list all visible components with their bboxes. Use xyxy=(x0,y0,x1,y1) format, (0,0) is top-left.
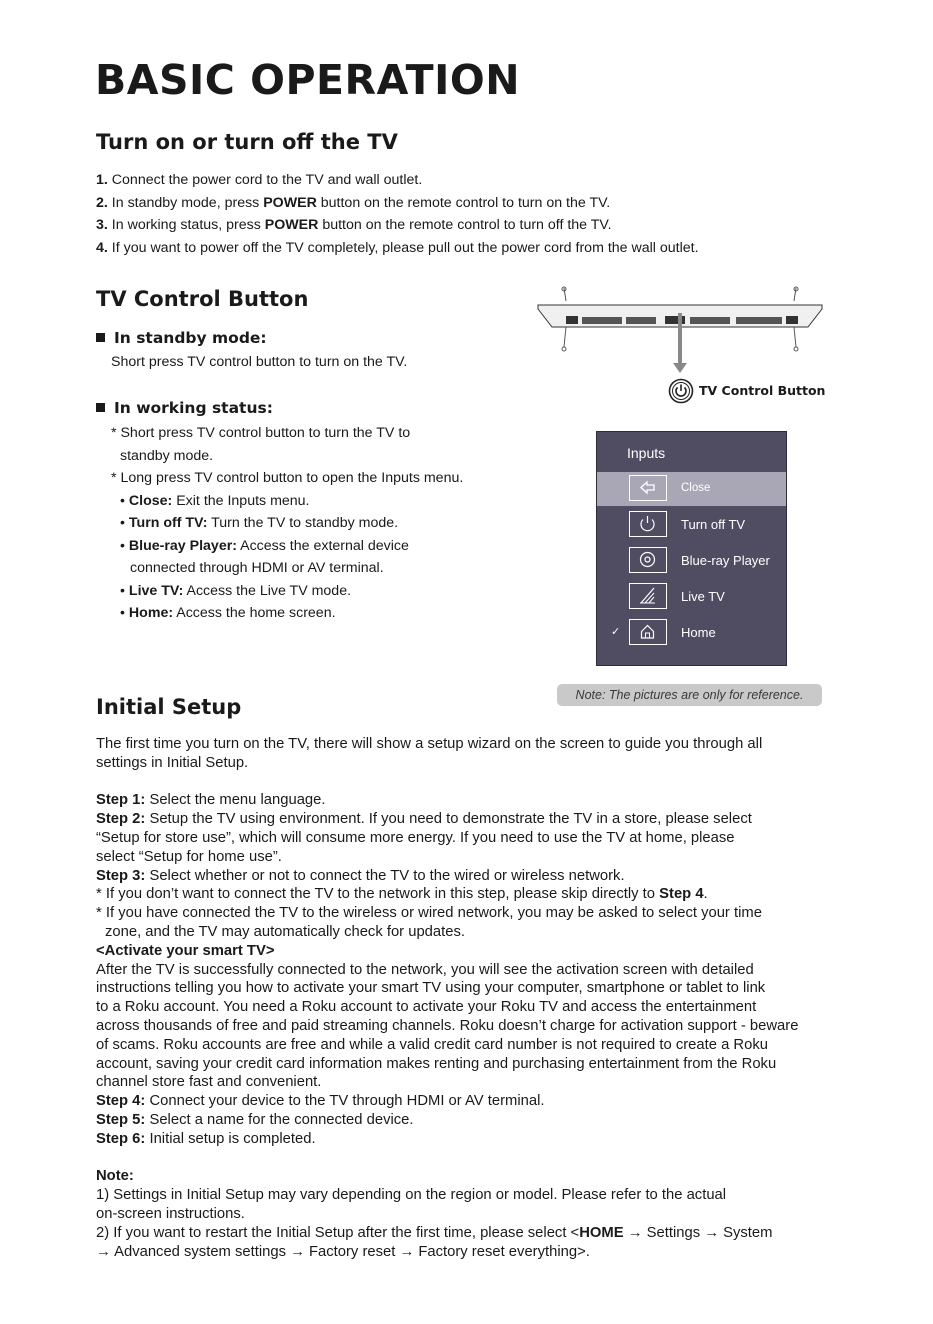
menu-item-label: Turn off TV xyxy=(681,517,746,532)
step-4 xyxy=(96,1092,836,1111)
power-step-2 xyxy=(96,192,699,215)
note-line-2 xyxy=(96,1224,836,1243)
step-text: Connect the power cord to the TV and wall outlet. xyxy=(111,172,423,188)
note-heading-text: Note: xyxy=(96,1168,134,1185)
standby-heading-text: In standby mode: xyxy=(114,329,267,347)
antenna-icon xyxy=(629,583,667,609)
power-step-3 xyxy=(96,214,699,237)
standby-heading xyxy=(96,329,267,347)
step-1 xyxy=(96,791,836,810)
page-title: BASIC OPERATION xyxy=(95,56,521,104)
note-line: → Advanced system settings → Factory reset → Factory reset everything>. xyxy=(96,1243,590,1260)
step-text: In standby mode, press xyxy=(111,194,264,211)
tv-bottom-illustration xyxy=(530,283,830,375)
activate-line: of scams. Roku accounts are free and while a valid credit card number is not required to create a Roku xyxy=(96,1036,768,1053)
working-heading xyxy=(96,399,273,417)
bullet-turn-off: • Turn off TV: Turn the TV to standby mode. xyxy=(120,515,399,531)
standby-text: Short press TV control button to turn on the TV. xyxy=(111,354,408,370)
step-2 xyxy=(96,810,836,829)
step-text: Select whether or not to connect the TV to the wired or wireless network. xyxy=(145,867,625,884)
step-number: 1. xyxy=(96,172,108,188)
bullet-desc: Access the Live TV mode. xyxy=(183,582,352,599)
step-text: If you want to power off the TV completely, please pull out the power cord from the wall outlet. xyxy=(111,239,699,256)
bullet-desc: Access the external device xyxy=(236,537,409,554)
step-label: Step 5: xyxy=(96,1111,146,1128)
note-bold: HOME xyxy=(579,1224,624,1241)
step-text: Initial setup is completed. xyxy=(145,1130,316,1147)
step-bold: POWER xyxy=(263,194,317,211)
bullet-term: Live TV: xyxy=(128,582,184,599)
step-text: “Setup for store use”, which will consume more energy. If you need to use the TV at home, please xyxy=(96,829,735,846)
step-label: Step 3: xyxy=(96,867,146,884)
working-text xyxy=(111,422,463,625)
step-text: Select a name for the connected device. xyxy=(145,1111,414,1128)
bullet-term: Blue-ray Player: xyxy=(128,537,237,554)
setup-body xyxy=(96,735,836,1261)
spacer xyxy=(96,1149,836,1168)
working-heading-text: In working status: xyxy=(114,399,273,417)
note-line: 1) Settings in Initial Setup may vary depending on the region or model. Please refer to the actual xyxy=(96,1187,727,1204)
disc-icon xyxy=(629,547,667,573)
activate-line: account, saving your credit card information makes renting and purchasing entertainment from the Roku xyxy=(96,1055,777,1072)
step-text: Setup the TV using environment. If you need to demonstrate the TV in a store, please select xyxy=(145,811,752,828)
bullet-close: • Close: Exit the Inputs menu. xyxy=(120,492,310,509)
bullet-term: Close: xyxy=(128,492,173,509)
menu-item-live-tv[interactable] xyxy=(597,580,786,614)
activate-heading-text: <Activate your smart TV> xyxy=(96,942,275,959)
step-text: In working status, press xyxy=(111,217,265,233)
bullet-live-tv: • Live TV: Access the Live TV mode. xyxy=(120,582,352,599)
back-arrow-icon xyxy=(629,475,667,501)
bullet-desc: Exit the Inputs menu. xyxy=(172,492,310,509)
section-heading-setup: Initial Setup xyxy=(96,695,242,719)
working-line: standby mode. xyxy=(120,447,214,464)
power-button-icon xyxy=(668,378,694,404)
step-number: 2. xyxy=(96,194,108,211)
step-3 xyxy=(96,867,836,886)
step-6 xyxy=(96,1130,836,1149)
activate-line: channel store fast and convenient. xyxy=(96,1074,322,1091)
activate-heading xyxy=(96,942,836,961)
power-step-1 xyxy=(96,169,699,192)
step-label: Step 2: xyxy=(96,811,146,828)
home-icon xyxy=(629,619,667,645)
bullet-blueray: • Blue-ray Player: Access the external device xyxy=(120,537,409,554)
note-heading xyxy=(96,1167,836,1186)
menu-item-home[interactable] xyxy=(597,616,786,650)
bullet-desc: Access the home screen. xyxy=(173,605,336,621)
star-text: * If you don’t want to connect the TV to the network in this step, please skip directly to xyxy=(96,886,660,903)
menu-item-label: Home xyxy=(681,625,716,640)
power-step-4 xyxy=(96,237,699,260)
spacer xyxy=(96,773,836,792)
bullet-desc-continued: connected through HDMI or AV terminal. xyxy=(130,560,384,576)
bullet-home: • Home: Access the home screen. xyxy=(120,605,336,621)
activate-line: across thousands of free and paid streaming channels. Roku doesn’t charge for activation support - beware xyxy=(96,1017,799,1034)
section-heading-power: Turn on or turn off the TV xyxy=(96,130,398,154)
step-number: 3. xyxy=(96,217,108,233)
menu-item-label: Close xyxy=(681,482,711,494)
step-text: button on the remote control to turn on the TV. xyxy=(316,194,611,211)
activate-line: to a Roku account. You need a Roku account to activate your Roku TV and access the entertainment xyxy=(96,999,757,1016)
step-text: select “Setup for home use”. xyxy=(96,848,282,865)
note-text: → Settings → System xyxy=(623,1224,773,1241)
working-line: * Long press TV control button to open the Inputs menu. xyxy=(111,470,464,486)
step-text: button on the remote control to turn off the TV. xyxy=(318,217,612,233)
power-icon xyxy=(629,511,667,537)
step-label: Step 1: xyxy=(96,792,146,809)
bullet-desc: Turn the TV to standby mode. xyxy=(207,515,399,531)
bullet-term: Turn off TV: xyxy=(128,515,208,531)
step-number: 4. xyxy=(96,239,108,256)
step-text: Connect your device to the TV through HDMI or AV terminal. xyxy=(145,1093,545,1110)
intro-line: settings in Initial Setup. xyxy=(96,754,249,771)
bullet-term: Home: xyxy=(128,605,174,621)
step-text: Select the menu language. xyxy=(145,792,326,809)
working-line: * Short press TV control button to turn the TV to xyxy=(111,425,411,441)
step-label: Step 4: xyxy=(96,1093,146,1110)
star-text: . xyxy=(703,886,708,903)
power-steps-list xyxy=(96,169,699,259)
menu-item-turn-off-tv[interactable] xyxy=(597,508,786,542)
step-5 xyxy=(96,1111,836,1130)
star-note-1 xyxy=(96,885,836,904)
bullet-square-icon xyxy=(96,333,105,342)
note-text: 2) If you want to restart the Initial Setup after the first time, please select < xyxy=(96,1224,580,1241)
inputs-menu-title: Inputs xyxy=(627,445,666,461)
tv-control-button-label: TV Control Button xyxy=(699,383,826,398)
bullet-square-icon xyxy=(96,403,105,412)
activate-line: instructions telling you how to activate your smart TV using your computer, smartphone or tablet to link xyxy=(96,980,766,997)
checkmark-icon: ✓ xyxy=(611,626,621,638)
reference-note: Note: The pictures are only for reference. xyxy=(557,684,822,706)
menu-item-label: Blue-ray Player xyxy=(681,553,770,568)
star-note-2-cont: zone, and the TV may automatically check for updates. xyxy=(105,923,465,940)
star-bold: Step 4 xyxy=(659,886,704,903)
section-heading-control: TV Control Button xyxy=(96,287,309,311)
menu-item-blueray-player[interactable] xyxy=(597,544,786,578)
intro-line: The first time you turn on the TV, there will show a setup wizard on the screen to guide you through all xyxy=(96,736,763,752)
step-label: Step 6: xyxy=(96,1130,146,1147)
menu-item-label: Live TV xyxy=(681,589,725,604)
star-note-2: * If you have connected the TV to the wireless or wired network, you may be asked to select your time xyxy=(96,905,762,922)
step-bold: POWER xyxy=(264,217,319,233)
menu-item-close[interactable] xyxy=(597,472,786,506)
inputs-menu xyxy=(596,431,787,666)
note-line: on-screen instructions. xyxy=(96,1205,245,1222)
activate-line: After the TV is successfully connected to the network, you will see the activation screen with detailed xyxy=(96,961,754,978)
